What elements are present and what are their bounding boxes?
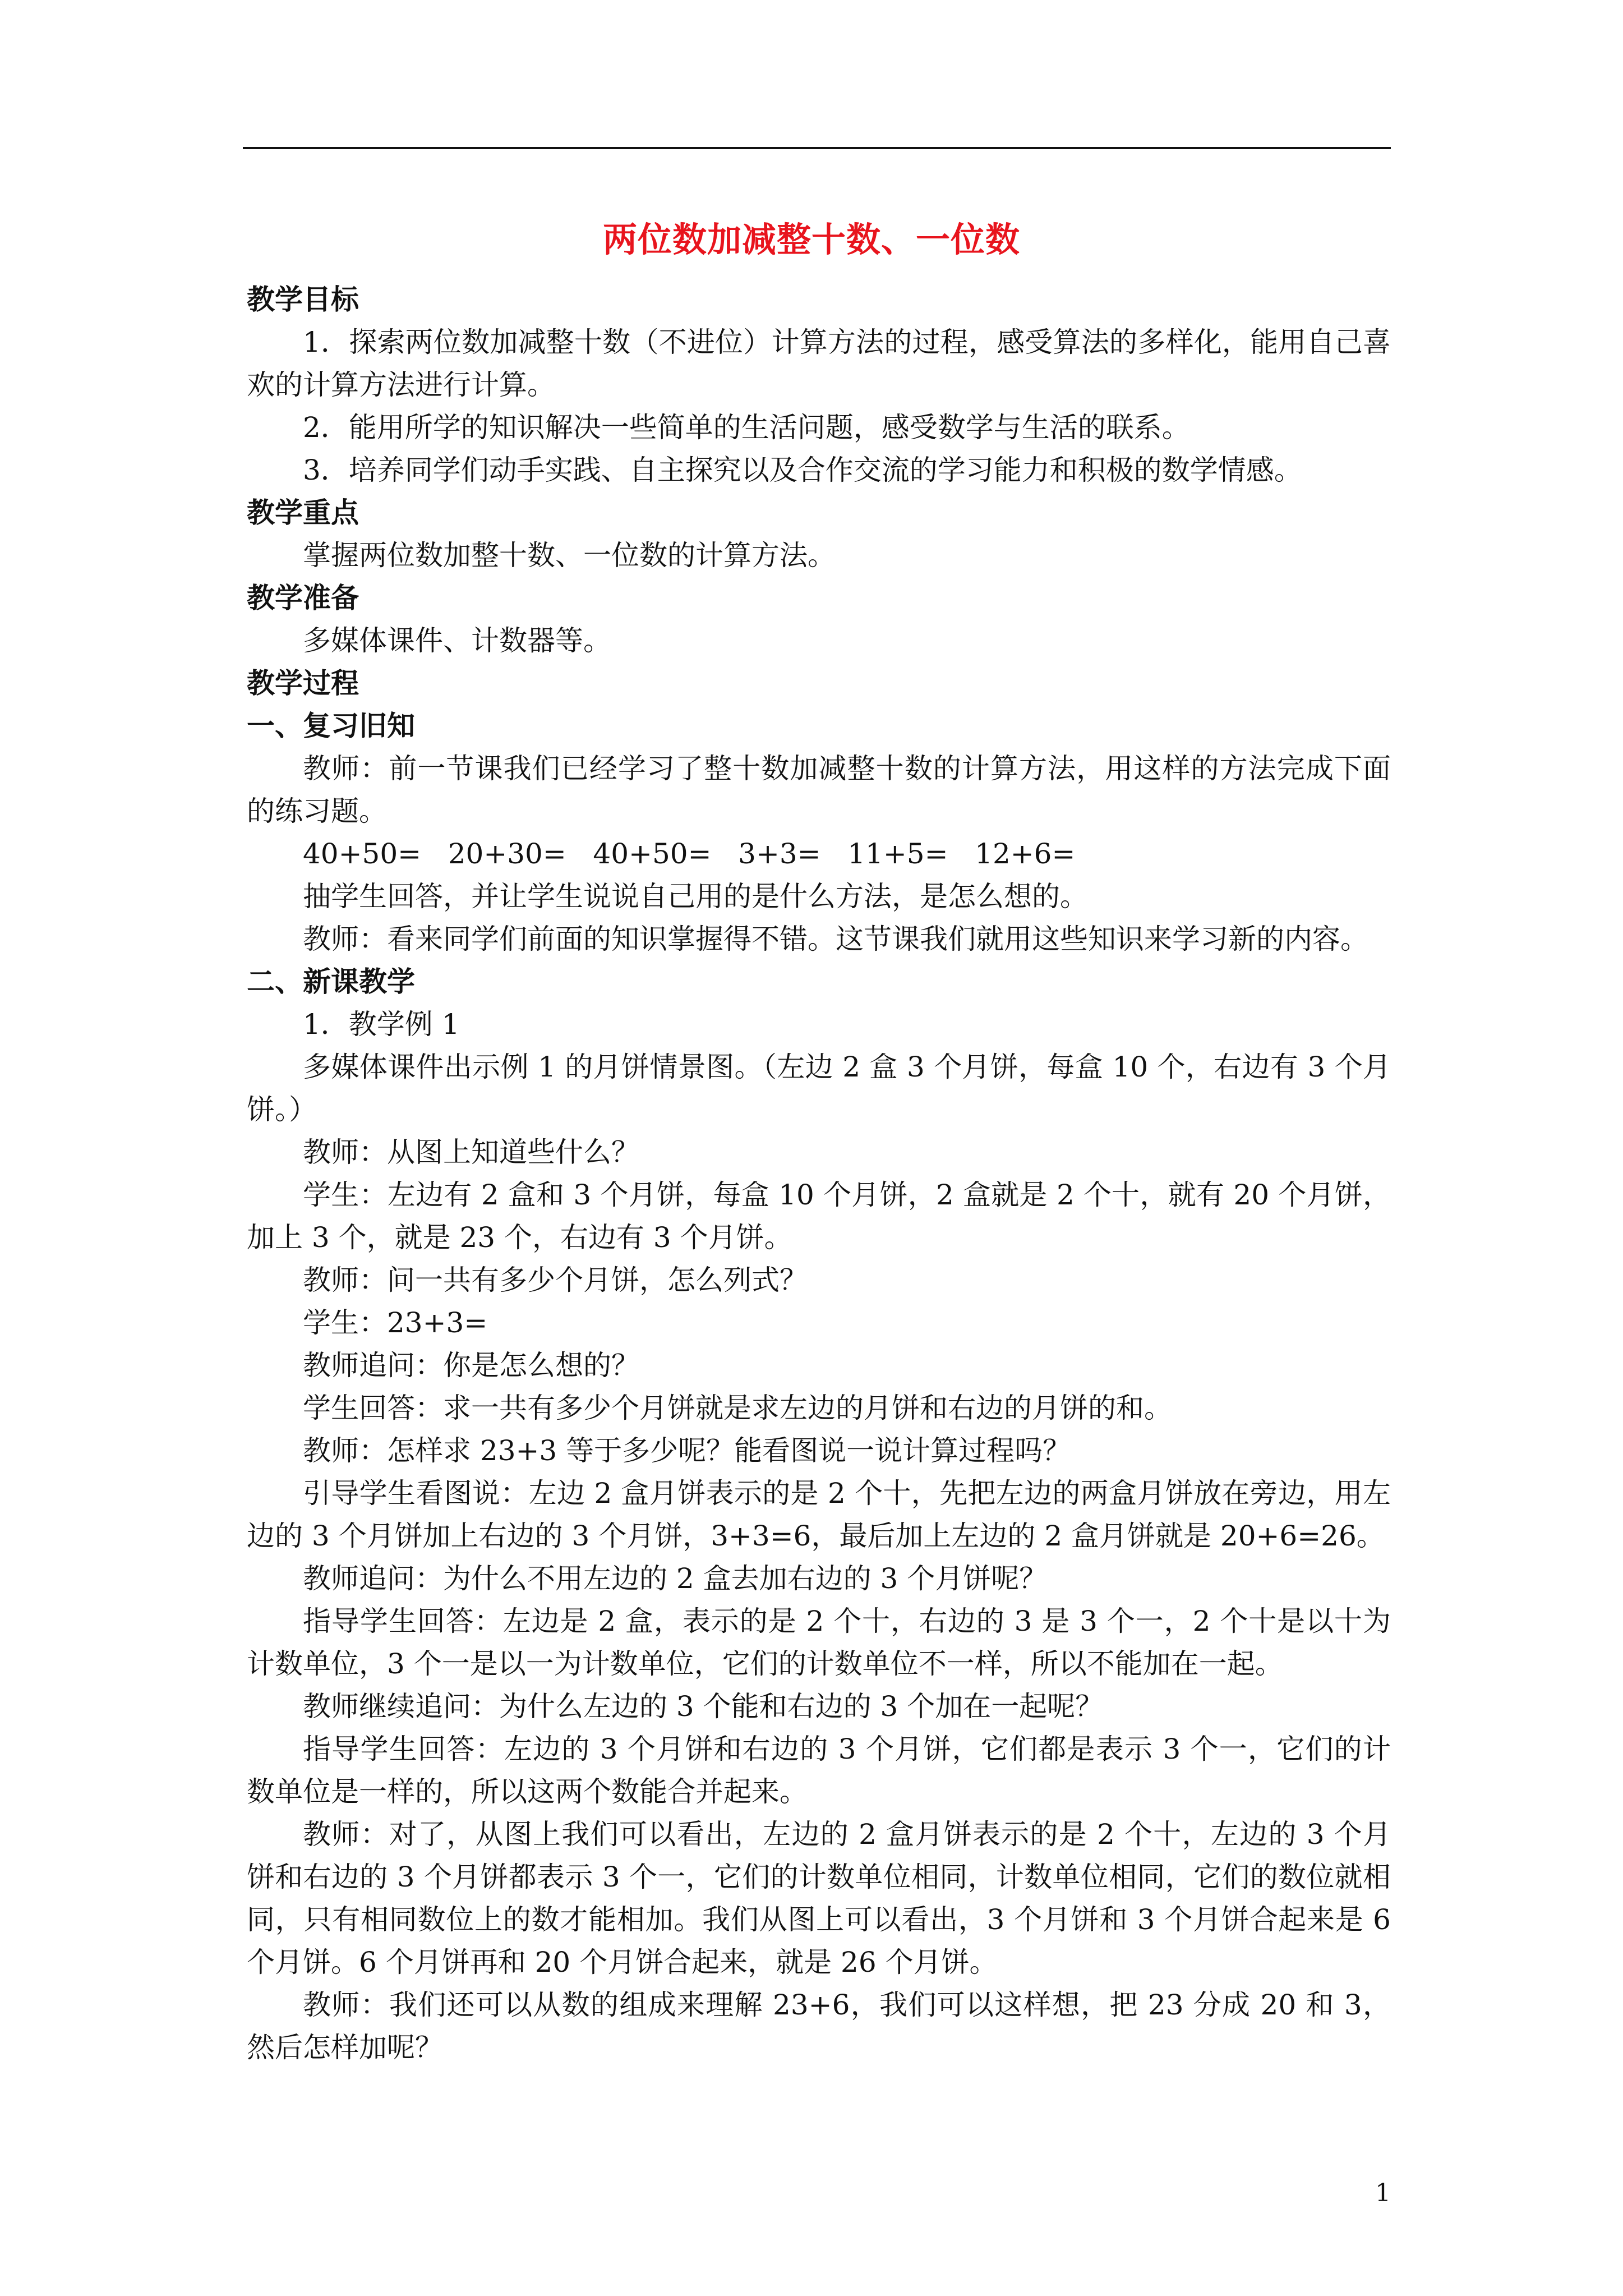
section-heading: 一、复习旧知 [247, 709, 415, 742]
paragraph: 教师追问：为什么不用左边的 2 盒去加右边的 3 个月饼呢？ [303, 1562, 1048, 1595]
paragraph: 掌握两位数加整十数、一位数的计算方法。 [303, 539, 836, 572]
paragraph: 指导学生回答：左边的 3 个月饼和右边的 3 个月饼，它们都是表示 3 个一，它们的计数单位是一样的，所以这两个数能合并起来。 [247, 1733, 1391, 1808]
exercise-list: 40+50= 20+30= 40+50= 3+3= 11+5= 12+6= [303, 838, 1076, 870]
document-title: 两位数加减整十数、一位数 [602, 220, 1020, 260]
paragraph: 学生：左边有 2 盒和 3 个月饼，每盒 10 个月饼，2 盒就是 2 个十，就有 20 个月饼，加上 3 个，就是 23 个，右边有 3 个月饼。 [247, 1179, 1391, 1254]
section-heading: 教学准备 [247, 581, 359, 614]
paragraph: 教师继续追问：为什么左边的 3 个能和右边的 3 个加在一起呢？ [303, 1690, 1104, 1723]
paragraph: 引导学生看图说：左边 2 盒月饼表示的是 2 个十，先把左边的两盒月饼放在旁边，用左边的 3 个月饼加上右边的 3 个月饼，3+3=6，最后加上左边的 2 盒月饼就是 20+6=26。 [247, 1477, 1391, 1552]
paragraph: 教师：我们还可以从数的组成来理解 23+6，我们可以这样想，把 23 分成 20 和 3，然后怎样加呢？ [247, 1989, 1391, 2064]
page-number: 1 [1375, 2179, 1391, 2207]
paragraph: 教师：看来同学们前面的知识掌握得不错。这节课我们就用这些知识来学习新的内容。 [303, 923, 1368, 955]
section-heading: 二、新课教学 [247, 965, 415, 998]
paragraph: 1．探索两位数加减整十数（不进位）计算方法的过程，感受算法的多样化，能用自己喜欢的计算方法进行计算。 [247, 326, 1391, 401]
paragraph: 学生回答：求一共有多少个月饼就是求左边的月饼和右边的月饼的和。 [303, 1392, 1172, 1424]
paragraph: 教师：从图上知道些什么？ [303, 1136, 639, 1168]
section-heading: 教学过程 [247, 666, 359, 700]
paragraph: 教师追问：你是怎么想的？ [303, 1349, 639, 1382]
paragraph: 教师：怎样求 23+3 等于多少呢？能看图说一说计算过程吗？ [303, 1434, 1071, 1467]
paragraph: 3．培养同学们动手实践、自主探究以及合作交流的学习能力和积极的数学情感。 [303, 454, 1302, 486]
paragraph: 指导学生回答：左边是 2 盒，表示的是 2 个十，右边的 3 是 3 个一，2 个十是以十为计数单位，3 个一是以一为计数单位，它们的计数单位不一样，所以不能加在一起。 [247, 1605, 1391, 1680]
paragraph: 学生：23+3= [303, 1306, 488, 1339]
paragraph: 2．能用所学的知识解决一些简单的生活问题，感受数学与生活的联系。 [303, 411, 1190, 444]
paragraph: 教师：对了，从图上我们可以看出，左边的 2 盒月饼表示的是 2 个十，左边的 3 个月饼和右边的 3 个月饼都表示 3 个一，它们的计数单位相同，计数单位相同，它们的数位就相同，只有相同数位上的数才能相加。我们从图上可以看出，3 个月饼和 3 个月饼合起来是 6 个月饼。6 个月饼再和 20 个月饼合起来，就是 26 个月饼。 [247, 1818, 1391, 1978]
document-body [247, 278, 1391, 2069]
paragraph: 抽学生回答，并让学生说说自己用的是什么方法，是怎么想的。 [303, 880, 1088, 913]
section-heading: 教学目标 [247, 283, 359, 316]
paragraph: 教师：问一共有多少个月饼，怎么列式？ [303, 1264, 808, 1296]
section-heading: 教学重点 [247, 496, 359, 529]
paragraph: 多媒体课件、计数器等。 [303, 624, 611, 657]
paragraph: 1．教学例 1 [303, 1008, 460, 1041]
header-rule [243, 147, 1391, 149]
paragraph: 多媒体课件出示例 1 的月饼情景图。（左边 2 盒 3 个月饼，每盒 10 个，右边有 3 个月饼。） [247, 1051, 1391, 1126]
paragraph: 教师：前一节课我们已经学习了整十数加减整十数的计算方法，用这样的方法完成下面的练习题。 [247, 752, 1391, 827]
